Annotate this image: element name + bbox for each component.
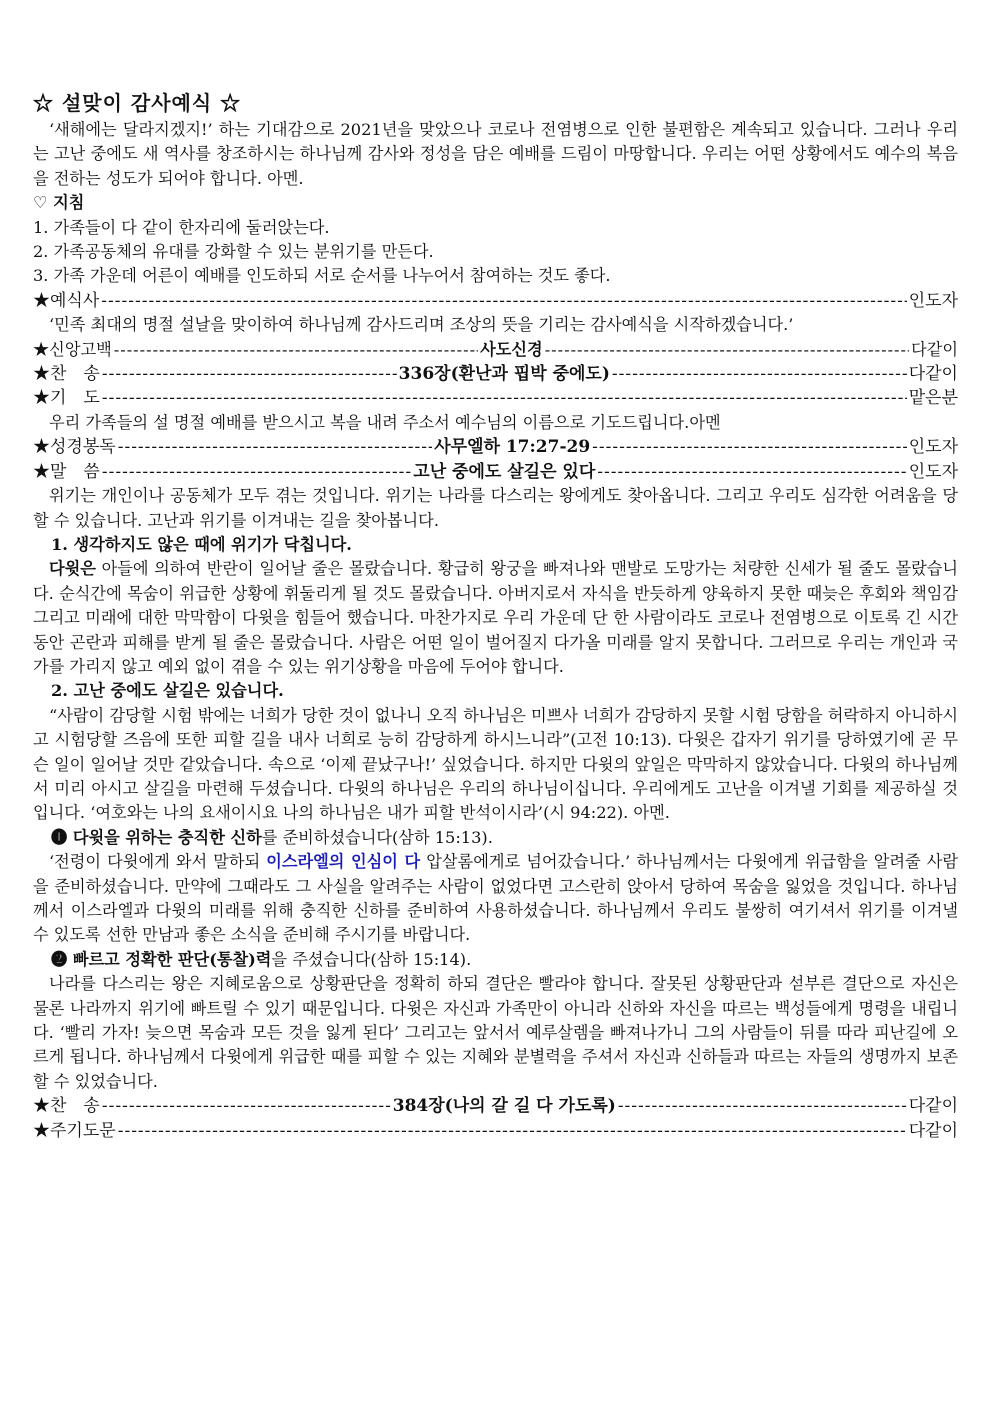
guide-item: 3. 가족 가운데 어른이 예배를 인도하되 서로 순서를 나누어서 참여하는 것도 좋다.	[33, 266, 611, 286]
paragraph-text: 압살롬에게로 넘어갔습니다.’ 하나님께서는 다윗에게 위급함을 알려줄 사람을 준비하셨습니다. 만약에 그때라도 그 사실을 알려주는 사람이 없었다면 고스란히 앉아서 당하여 목숨을 잃었을 것입니다. 하나님께서 이스라엘과 다윗의 미래를 위해 충직한 신하를 준비하여 사용하셨습니다. 하나님께서 우리도 불쌍히 여기셔서 위기를 이겨낼 수 있도록 선한 만남과 좋은 소식을 준비해 주시기를 바랍니다.	[33, 852, 958, 945]
order-row-lords-prayer	[33, 1119, 958, 1143]
order-item-title: 고난 중에도 살길은 있다	[413, 461, 596, 482]
paragraph-text: 아들에 의하여 반란이 일어날 줄은 몰랐습니다. 황급히 왕궁을 빠져나와 맨발로 도망가는 처량한 신세가 될 줄도 몰랐습니다. 순식간에 목숨이 위급한 상황에 휘둘리게 될 것도 몰랐습니다. 아버지로서 자식을 반듯하게 양육하지 못한 때늦은 후회와 책임감 그리고 미래에 대한 막막함이 다윗을 힘들어 했습니다. 마찬가지로 우리 가운데 단 한 사람이라도 코로나 전염병으로 이토록 긴 시간 동안 곤란과 피해를 받게 될 줄은 몰랐습니다. 사람은 어떤 일이 벌어질지 다가올 미래를 알지 못합니다. 그러므로 우리는 개인과 국가를 가리지 않고 예외 없이 겪을 수 있는 위기상황을 마음에 두어야 합니다.	[33, 559, 958, 676]
sermon-paragraph: 위기는 개인이나 공동체가 모두 겪는 것입니다. 위기는 나라를 다스리는 왕에게도 찾아옵니다. 그리고 우리도 심각한 어려움을 당할 수 있습니다. 고난과 위기를 이겨내는 길을 찾아봅니다.	[33, 486, 958, 530]
dotted-leader	[618, 1094, 907, 1118]
dotted-leader	[118, 435, 433, 459]
sermon-paragraph	[33, 850, 958, 948]
order-row-creed	[33, 338, 958, 362]
document-page	[33, 88, 958, 1143]
prayer-text: 우리 가족들의 설 명절 예배를 받으시고 복을 내려 주소서 예수님의 이름으로 기도드립니다.아멘	[49, 412, 721, 432]
order-row-reading	[33, 435, 958, 459]
order-label: ★찬 송	[33, 1096, 100, 1117]
guide-item: 2. 가족공동체의 유대를 강화할 수 있는 분위기를 만든다.	[33, 242, 434, 262]
order-item-title: 384장(나의 갈 길 다 가도록)	[392, 1096, 616, 1117]
paragraph-text: 를 준비하셨습니다(삼하 15:13).	[261, 827, 493, 847]
dotted-leader	[592, 435, 907, 459]
highlight-text: 이스라엘의 인심이 다	[266, 852, 421, 872]
opening-statement: ‘민족 최대의 명절 설날을 맞이하여 하나님께 감사드리며 조상의 뜻을 기리는 감사예식을 시작하겠습니다.’	[49, 315, 794, 335]
sermon-subpoint	[33, 948, 958, 972]
dotted-leader	[101, 289, 906, 313]
order-row-hymn-1	[33, 362, 958, 386]
sermon-heading: 2. 고난 중에도 살길은 있습니다.	[51, 681, 284, 701]
sermon-paragraph	[33, 557, 958, 679]
order-item-title: 사무엘하 17:27-29	[434, 437, 591, 458]
emphasis-text: ❶ 다윗을 위하는 충직한 신하	[51, 827, 262, 847]
order-role: 인도자	[908, 437, 958, 458]
dotted-leader	[114, 338, 478, 362]
order-row-hymn-2	[33, 1094, 958, 1118]
order-role: 다같이	[908, 1096, 958, 1117]
dotted-leader	[102, 362, 397, 386]
dotted-leader	[597, 460, 906, 484]
dotted-leader	[612, 362, 907, 386]
intro-paragraph: ‘새해에는 달라지겠지!’ 하는 기대감으로 2021년을 맞았으나 코로나 전염병으로 인한 불편함은 계속되고 있습니다. 그러나 우리는 고난 중에도 새 역사를 창조하시는 하나님께 감사와 정성을 담은 예배를 드림이 마땅합니다. 우리는 어떤 상황에서도 예수의 복음을 전하는 성도가 되어야 합니다. 아멘.	[33, 120, 958, 188]
dotted-leader	[102, 386, 907, 410]
sermon-paragraph: “사람이 감당할 시험 밖에는 너희가 당한 것이 없나니 오직 하나님은 미쁘사 너희가 감당하지 못할 시험 당함을 허락하지 아니하시고 시험당할 즈음에 또한 피할 길을 내사 너희로 능히 감당하게 하시느니라”(고전 10:13). 다윗은 갑자기 위기를 당하였기에 곧 무슨 일이 일어날 것만 같았습니다. 속으로 ‘이제 끝났구나!’ 싶었습니다. 하지만 다윗의 앞일은 막막하지 않았습니다. 다윗의 하나님께서 미리 아시고 살길을 마련해 두셨습니다. 다윗의 하나님은 우리의 하나님이십니다. 우리에게도 고난을 이겨낼 기회를 제공하실 것입니다. ‘여호와는 나의 요새이시요 나의 하나님은 내가 피할 반석이시라’(시 94:22). 아멘.	[33, 705, 958, 823]
order-label: ★찬 송	[33, 364, 100, 385]
sermon-paragraph: 나라를 다스리는 왕은 지혜로움으로 상황판단을 정확히 하되 결단은 빨라야 합니다. 잘못된 상황판단과 섣부른 결단으로 자신은 물론 나라까지 위기에 빠트릴 수 있기 때문입니다. 다윗은 자신과 가족만이 아니라 신하와 자신을 따르는 백성들에게 명령을 내립니다. ‘빨리 가자! 늦으면 목숨과 모든 것을 잃게 된다’ 그리고는 앞서서 예루살렘을 빠져나가니 그의 사람들이 뒤를 따라 피난길에 오르게 됩니다. 하나님께서 다윗에게 위급한 때를 피할 수 있는 지혜와 분별력을 주셔서 자신과 신하들과 따르는 자들의 생명까지 보존할 수 있었습니다.	[33, 974, 958, 1091]
guide-item: 1. 가족들이 다 같이 한자리에 둘러앉는다.	[33, 217, 330, 237]
order-row-opening	[33, 289, 958, 313]
order-item-title: 사도신경	[480, 339, 543, 359]
sermon-subpoint	[33, 826, 958, 850]
guide-heading: ♡ 지침	[33, 193, 85, 213]
emphasis-text: ❷ 빠르고 정확한 판단(통찰)력	[51, 949, 272, 969]
dotted-leader	[545, 338, 909, 362]
sermon-heading: 1. 생각하지도 않은 때에 위기가 닥칩니다.	[51, 534, 352, 554]
order-label: ★성경봉독	[33, 437, 116, 458]
order-row-sermon	[33, 460, 958, 484]
order-label: ★주기도문	[33, 1120, 116, 1141]
order-role: 다같이	[908, 1120, 958, 1141]
order-label: ★예식사	[33, 290, 100, 311]
order-role: 다같이	[911, 339, 958, 359]
order-role: 다같이	[908, 364, 958, 385]
order-role: 인도자	[908, 461, 958, 482]
order-label: ★기 도	[33, 388, 100, 409]
order-role: 인도자	[908, 290, 958, 311]
order-label: ★신앙고백	[33, 339, 112, 359]
emphasis-text: 다윗은	[49, 559, 96, 579]
document-title: ☆ 설맞이 감사예식 ☆	[33, 91, 242, 115]
dotted-leader	[102, 460, 411, 484]
paragraph-text: ‘전령이 다윗에게 와서 말하되	[49, 852, 267, 872]
order-label: ★말 씀	[33, 461, 100, 482]
dotted-leader	[102, 1094, 391, 1118]
order-row-prayer	[33, 386, 958, 410]
paragraph-text: 을 주셨습니다(삼하 15:14).	[271, 949, 472, 969]
order-item-title: 336장(환난과 핍박 중에도)	[398, 364, 610, 385]
dotted-leader	[118, 1119, 907, 1143]
order-role: 맡은분	[908, 388, 958, 409]
